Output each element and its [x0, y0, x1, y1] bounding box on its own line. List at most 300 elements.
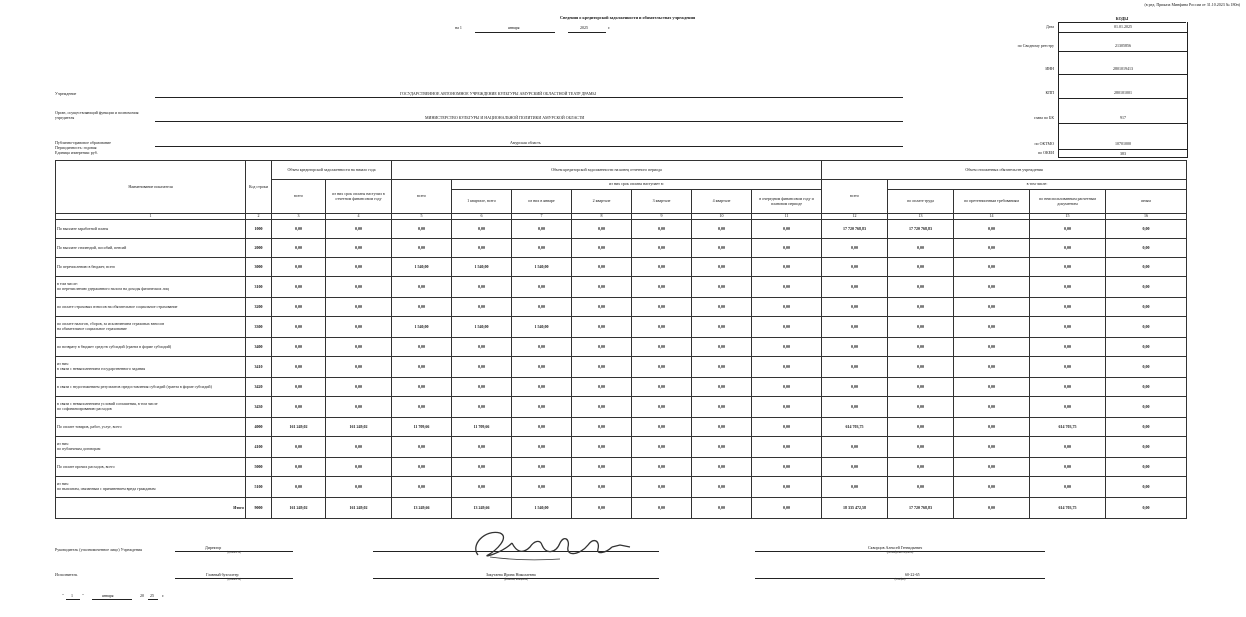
col-header-prev-overdue: из них срок оплаты наступил в отчетном финансовом году	[326, 180, 392, 214]
amount-cell: 0,00	[888, 298, 954, 317]
amount-cell: 0,00	[392, 458, 452, 477]
amount-cell: 0,00	[632, 357, 692, 378]
row-name-line: По перечислению в бюджет, всего	[57, 263, 116, 269]
amount-cell: 0,00	[392, 298, 452, 317]
amount-cell: 0,00	[888, 397, 954, 418]
table-row	[56, 298, 1187, 317]
amount-cell: 0,00	[272, 357, 326, 378]
amount-cell: 0,00	[326, 357, 392, 378]
col-header-next-year: в очередном финансовом году и плановом периоде	[752, 190, 822, 214]
amount-cell: 0,00	[1030, 258, 1106, 277]
table-total-row	[56, 498, 1187, 519]
sign-date-month: января	[102, 593, 114, 598]
amount-cell: 0,00	[452, 458, 512, 477]
amount-cell: 0,00	[632, 239, 692, 258]
amount-cell: 0,00	[752, 239, 822, 258]
amount-cell: 0,00	[888, 418, 954, 437]
amount-cell: 0,00	[452, 277, 512, 298]
amount-cell: 0,00	[1106, 239, 1187, 258]
amount-cell: 0,00	[392, 437, 452, 458]
amount-cell: 0,00	[752, 498, 822, 519]
amount-cell: 0,00	[954, 477, 1030, 498]
sign-date-month-line	[92, 599, 132, 600]
amount-cell: 0,00	[512, 418, 572, 437]
amount-cell: 0,00	[1030, 477, 1106, 498]
amount-cell: 0,00	[572, 338, 632, 357]
amount-cell: 614 703,75	[1030, 498, 1106, 519]
row-name-line: По выплате заработной платы	[57, 225, 109, 231]
amount-cell: 0,00	[752, 437, 822, 458]
code-value-inn: 2801019413	[1058, 52, 1188, 75]
sign-date-year: 25	[150, 593, 154, 598]
row-code: 3100	[246, 277, 272, 298]
amount-cell: 17 720 768,83	[888, 498, 954, 519]
sign-date-year-prefix: 20	[140, 593, 144, 598]
amount-cell: 0,00	[954, 258, 1030, 277]
amount-cell: 11 709,66	[392, 418, 452, 437]
table-row	[56, 317, 1187, 338]
amount-cell: 0,00	[954, 357, 1030, 378]
row-name	[56, 458, 246, 477]
amount-cell: 0,00	[572, 477, 632, 498]
amount-cell: 0,00	[822, 317, 888, 338]
amount-cell: 0,00	[572, 498, 632, 519]
amount-cell: 0,00	[326, 477, 392, 498]
exec-position: Главный бухгалтер	[206, 572, 239, 577]
row-name	[56, 220, 246, 239]
amount-cell: 0,00	[326, 378, 392, 397]
column-number: 5	[392, 214, 452, 220]
amount-cell: 0,00	[272, 258, 326, 277]
column-number: 14	[954, 214, 1030, 220]
code-value-registry: 21305856	[1058, 33, 1188, 52]
col-header-obligations-group: Объем отложенных обязательств учреждения	[822, 161, 1187, 180]
amount-cell: 0,00	[752, 220, 822, 239]
amount-cell: 0,00	[888, 477, 954, 498]
amount-cell: 0,00	[572, 437, 632, 458]
amount-cell: 0,00	[752, 418, 822, 437]
amount-cell: 0,00	[632, 397, 692, 418]
code-value-oktmo: 10701000	[1058, 124, 1188, 150]
amount-cell: 0,00	[632, 258, 692, 277]
column-number: 11	[752, 214, 822, 220]
table-row	[56, 437, 1187, 458]
amount-cell: 0,00	[632, 220, 692, 239]
organ-label-2: учредителя	[55, 115, 75, 120]
row-code: 3410	[246, 357, 272, 378]
amount-cell: 0,00	[954, 277, 1030, 298]
total-label: Итого	[56, 498, 246, 519]
amount-cell: 0,00	[1030, 239, 1106, 258]
amount-cell: 0,00	[326, 458, 392, 477]
code-value-date: 01.01.2025	[1058, 22, 1188, 33]
amount-cell: 614 703,75	[822, 418, 888, 437]
document-title: Сведения о кредиторской задолженности и обязательствах учреждения	[560, 15, 696, 20]
amount-cell: 0,00	[1106, 378, 1187, 397]
sign-date-day: 1	[71, 593, 73, 598]
amount-cell: 0,00	[512, 220, 572, 239]
amount-cell: 0,00	[452, 239, 512, 258]
amount-cell: 0,00	[632, 418, 692, 437]
row-name	[56, 258, 246, 277]
head-position: Директор	[205, 545, 222, 550]
amount-cell: 0,00	[822, 357, 888, 378]
amount-cell: 0,00	[888, 378, 954, 397]
amount-cell: 0,00	[326, 338, 392, 357]
amount-cell: 0,00	[954, 239, 1030, 258]
row-name	[56, 357, 246, 378]
amount-cell: 0,00	[272, 477, 326, 498]
row-name	[56, 397, 246, 418]
amount-cell: 0,00	[752, 378, 822, 397]
amount-cell: 0,00	[954, 338, 1030, 357]
institution-underline	[155, 97, 903, 98]
amount-cell: 17 720 768,83	[888, 220, 954, 239]
row-code: 5000	[246, 458, 272, 477]
amount-cell: 0,00	[752, 357, 822, 378]
col-header-q4: 4 квартале	[692, 190, 752, 214]
amount-cell: 0,00	[1106, 220, 1187, 239]
date-month-underline	[475, 32, 555, 33]
amount-cell: 0,00	[954, 397, 1030, 418]
col-header-obl-other: иным	[1106, 190, 1187, 214]
row-name-line: в связи с невыполнением государственного задания	[57, 366, 146, 371]
amount-cell: 161 249,02	[326, 418, 392, 437]
amount-cell: 1 540,00	[392, 258, 452, 277]
amount-cell: 0,00	[1030, 437, 1106, 458]
table-row	[56, 239, 1187, 258]
col-header-end-due-group: из них срок оплаты наступает в:	[452, 180, 822, 190]
amount-cell: 0,00	[512, 357, 572, 378]
pubent-value: Амурская область	[510, 140, 541, 145]
organ-value: МИНИСТЕРСТВО КУЛЬТУРЫ И НАЦИОНАЛЬНОЙ ПОЛИТИКИ АМУРСКОЙ ОБЛАСТИ	[425, 115, 585, 120]
row-name-line: по перечислению удержанного налога на доходы физических лиц	[57, 286, 169, 291]
amount-cell: 161 249,02	[272, 498, 326, 519]
amount-cell: 0,00	[326, 277, 392, 298]
amount-cell: 0,00	[452, 338, 512, 357]
amount-cell: 0,00	[752, 277, 822, 298]
amount-cell: 0,00	[272, 298, 326, 317]
amount-cell: 0,00	[572, 357, 632, 378]
table-row	[56, 397, 1187, 418]
exec-phone-sub: (телефон)	[894, 578, 906, 581]
amount-cell: 0,00	[326, 397, 392, 418]
row-name	[56, 277, 246, 298]
sign-date-suffix: г.	[162, 593, 165, 598]
amount-cell: 0,00	[1030, 378, 1106, 397]
amount-cell: 0,00	[692, 418, 752, 437]
col-header-prev-group: Объем кредиторской задолженности на начало года	[272, 161, 392, 180]
row-code: 3000	[246, 258, 272, 277]
head-position-sub: (должность)	[227, 551, 241, 554]
col-header-obl-labor: по оплате труда	[888, 190, 954, 214]
signature-scribble	[430, 525, 645, 565]
amount-cell: 0,00	[272, 458, 326, 477]
row-name	[56, 317, 246, 338]
sign-date-quote-close: "	[82, 593, 84, 598]
amount-cell: 0,00	[572, 277, 632, 298]
amount-cell: 0,00	[1030, 458, 1106, 477]
table-row	[56, 357, 1187, 378]
amount-cell: 0,00	[632, 338, 692, 357]
amount-cell: 0,00	[822, 397, 888, 418]
amount-cell: 0,00	[1030, 357, 1106, 378]
amount-cell: 0,00	[954, 317, 1030, 338]
amount-cell: 0,00	[692, 378, 752, 397]
row-name	[56, 338, 246, 357]
payables-table	[55, 160, 1187, 519]
col-header-end-total: всего	[392, 180, 452, 214]
amount-cell: 0,00	[572, 378, 632, 397]
row-name-line: в связи с невыполнением условий соглашения, в том числе	[57, 401, 158, 407]
column-number: 12	[822, 214, 888, 220]
column-number: 8	[572, 214, 632, 220]
amount-cell: 0,00	[954, 298, 1030, 317]
date-month: января	[508, 25, 520, 30]
amount-cell: 0,00	[692, 220, 752, 239]
amount-cell: 0,00	[512, 397, 572, 418]
row-code: 4100	[246, 437, 272, 458]
code-label-kpp: КПП	[1045, 90, 1054, 95]
table-row	[56, 277, 1187, 298]
amount-cell: 0,00	[452, 298, 512, 317]
col-header-q2: 2 квартале	[572, 190, 632, 214]
amount-cell: 0,00	[392, 338, 452, 357]
row-name-line: на обязательное социальное страхование	[57, 326, 127, 331]
amount-cell: 0,00	[1030, 220, 1106, 239]
table-row	[56, 378, 1187, 397]
amount-cell: 0,00	[1106, 338, 1187, 357]
amount-cell: 0,00	[1106, 357, 1187, 378]
unit-label: Единица измерения: руб.	[55, 150, 98, 155]
row-name-line: в том числе:	[57, 281, 78, 287]
code-value-bk: 917	[1058, 99, 1188, 124]
amount-cell: 1 540,00	[512, 498, 572, 519]
amount-cell: 0,00	[692, 277, 752, 298]
column-number: 10	[692, 214, 752, 220]
amount-cell: 0,00	[272, 220, 326, 239]
amount-cell: 0,00	[822, 477, 888, 498]
row-name	[56, 477, 246, 498]
amount-cell: 0,00	[272, 239, 326, 258]
amount-cell: 0,00	[512, 277, 572, 298]
institution-label: Учреждение	[55, 91, 77, 96]
amount-cell: 0,00	[272, 437, 326, 458]
amount-cell: 0,00	[888, 239, 954, 258]
amount-cell: 0,00	[888, 258, 954, 277]
amount-cell: 0,00	[752, 458, 822, 477]
amount-cell: 0,00	[954, 498, 1030, 519]
column-number: 1	[56, 214, 246, 220]
sign-date-quote-open: "	[62, 593, 64, 598]
amount-cell: 0,00	[752, 317, 822, 338]
amount-cell: 0,00	[452, 357, 512, 378]
amount-cell: 161 249,02	[272, 418, 326, 437]
amount-cell: 0,00	[392, 239, 452, 258]
amount-cell: 0,00	[572, 220, 632, 239]
col-header-q3: 3 квартале	[632, 190, 692, 214]
amount-cell: 0,00	[572, 258, 632, 277]
row-code: 3300	[246, 317, 272, 338]
sign-date-year-line	[148, 599, 158, 600]
amount-cell: 1 540,00	[512, 258, 572, 277]
amount-cell: 0,00	[752, 477, 822, 498]
code-label-bk: глава по БК	[1034, 115, 1054, 120]
organ-label-1: Орган, осуществляющий функции и полномочия	[55, 110, 139, 115]
column-number: 13	[888, 214, 954, 220]
amount-cell: 0,00	[692, 239, 752, 258]
amount-cell: 0,00	[632, 298, 692, 317]
col-header-prev-total: всего	[272, 180, 326, 214]
amount-cell: 0,00	[1030, 298, 1106, 317]
institution-value: ГОСУДАРСТВЕННОЕ АВТОНОМНОЕ УЧРЕЖДЕНИЕ КУЛЬТУРЫ АМУРСКИЙ ОБЛАСТНОЙ ТЕАТР ДРАМЫ	[400, 91, 596, 96]
amount-cell: 0,00	[632, 458, 692, 477]
amount-cell: 0,00	[452, 477, 512, 498]
amount-cell: 0,00	[692, 298, 752, 317]
amount-cell: 0,00	[822, 458, 888, 477]
amount-cell: 0,00	[888, 338, 954, 357]
date-year-underline	[568, 32, 606, 33]
amount-cell: 0,00	[752, 397, 822, 418]
amount-cell: 0,00	[752, 338, 822, 357]
head-name: Скворцов Алексей Геннадьевич	[868, 545, 923, 550]
amount-cell: 0,00	[512, 338, 572, 357]
organ-underline	[155, 121, 903, 122]
amount-cell: 0,00	[572, 317, 632, 338]
exec-phone: 60-22-65	[905, 572, 920, 577]
amount-cell: 0,00	[822, 338, 888, 357]
amount-cell: 0,00	[822, 258, 888, 277]
row-name-line: По выплате стипендий, пособий, пенсий	[57, 244, 127, 250]
col-header-q1-jan: из них в январе	[512, 190, 572, 214]
row-name-line: из них:	[57, 481, 70, 487]
column-number: 15	[1030, 214, 1106, 220]
amount-cell: 0,00	[692, 477, 752, 498]
col-header-code: Код строки	[246, 161, 272, 214]
row-code: 9000	[246, 498, 272, 519]
head-name-sub: (расшифровка подписи)	[886, 551, 914, 554]
row-name-line: по публичным договорам	[57, 446, 101, 451]
amount-cell: 0,00	[392, 378, 452, 397]
col-header-obl-incl: в том числе:	[888, 180, 1187, 190]
col-header-obl-total: всего	[822, 180, 888, 214]
amount-cell: 0,00	[326, 298, 392, 317]
column-number: 16	[1106, 214, 1187, 220]
amount-cell: 0,00	[1030, 277, 1106, 298]
exec-label: Исполнитель	[55, 572, 78, 577]
table-row	[56, 338, 1187, 357]
column-number: 2	[246, 214, 272, 220]
col-header-obl-claims: по претензионным требованиям	[954, 190, 1030, 214]
amount-cell: 0,00	[692, 458, 752, 477]
amount-cell: 1 540,00	[452, 317, 512, 338]
amount-cell: 0,00	[692, 437, 752, 458]
row-name-line: по возврату в бюджет средств субсидий (гранта в форме субсидий)	[57, 343, 172, 349]
amount-cell: 0,00	[452, 220, 512, 239]
amount-cell: 0,00	[822, 437, 888, 458]
amount-cell: 0,00	[1106, 258, 1187, 277]
amount-cell: 0,00	[1106, 277, 1187, 298]
amount-cell: 1 540,00	[392, 317, 452, 338]
code-label-inn: ИНН	[1045, 66, 1054, 71]
row-name	[56, 378, 246, 397]
amount-cell: 13 249,66	[392, 498, 452, 519]
form-reference: (в ред. Приказа Минфина России от 31.10.2023 № 180н)	[1144, 2, 1240, 7]
col-header-name: Наименование показателя	[56, 161, 246, 214]
amount-cell: 0,00	[632, 317, 692, 338]
row-name-line: в связи с недостижением результатов предоставления субсидий (гранта в форме субсидий)	[57, 383, 212, 389]
table-row	[56, 220, 1187, 239]
row-name-line: из них:	[57, 361, 70, 367]
row-name	[56, 298, 246, 317]
amount-cell: 0,00	[392, 220, 452, 239]
amount-cell: 18 335 472,58	[822, 498, 888, 519]
amount-cell: 0,00	[272, 397, 326, 418]
pubent-label: Публично-правовое образование	[55, 140, 111, 145]
amount-cell: 0,00	[752, 258, 822, 277]
amount-cell: 0,00	[632, 498, 692, 519]
code-label-okei: по ОКЕИ	[1037, 150, 1054, 155]
row-name-line: По оплате прочих расходов, всего	[57, 463, 115, 469]
amount-cell: 0,00	[326, 220, 392, 239]
amount-cell: 0,00	[326, 317, 392, 338]
amount-cell: 0,00	[512, 239, 572, 258]
amount-cell: 0,00	[1106, 458, 1187, 477]
row-name-line: По оплате товаров, работ, услуг, всего	[57, 423, 122, 429]
amount-cell: 0,00	[632, 477, 692, 498]
amount-cell: 0,00	[572, 397, 632, 418]
column-number: 4	[326, 214, 392, 220]
codes-heading: КОДЫ	[1115, 16, 1129, 21]
row-name	[56, 239, 246, 258]
date-suffix: г.	[608, 25, 611, 30]
pubent-underline	[155, 146, 903, 147]
amount-cell: 0,00	[632, 378, 692, 397]
amount-cell: 1 540,00	[452, 258, 512, 277]
amount-cell: 0,00	[888, 437, 954, 458]
amount-cell: 0,00	[1106, 397, 1187, 418]
exec-name-sub: (фамилия, инициалы)	[504, 578, 528, 581]
amount-cell: 0,00	[888, 317, 954, 338]
table-row	[56, 458, 1187, 477]
sign-date-day-line	[66, 599, 80, 600]
col-header-obl-unused: по неиспользованным расчетным документам	[1030, 190, 1106, 214]
amount-cell: 0,00	[572, 239, 632, 258]
exec-position-sub: (должность)	[227, 578, 241, 581]
amount-cell: 0,00	[572, 298, 632, 317]
amount-cell: 0,00	[692, 338, 752, 357]
amount-cell: 0,00	[692, 357, 752, 378]
table-row	[56, 477, 1187, 498]
amount-cell: 0,00	[692, 317, 752, 338]
row-code: 3400	[246, 338, 272, 357]
amount-cell: 0,00	[326, 437, 392, 458]
column-number: 3	[272, 214, 326, 220]
row-name-line: по оплате страховых взносов на обязательное социальное страхование	[57, 303, 178, 309]
amount-cell: 0,00	[512, 477, 572, 498]
code-label-registry: по Сводному реестру	[1017, 43, 1054, 48]
amount-cell: 0,00	[452, 437, 512, 458]
amount-cell: 17 720 768,83	[822, 220, 888, 239]
date-year: 2025	[580, 25, 588, 30]
code-value-okei: 383	[1058, 150, 1188, 158]
amount-cell: 0,00	[392, 477, 452, 498]
amount-cell: 0,00	[326, 258, 392, 277]
amount-cell: 0,00	[392, 397, 452, 418]
amount-cell: 1 540,00	[512, 317, 572, 338]
amount-cell: 0,00	[822, 277, 888, 298]
amount-cell: 0,00	[1106, 298, 1187, 317]
